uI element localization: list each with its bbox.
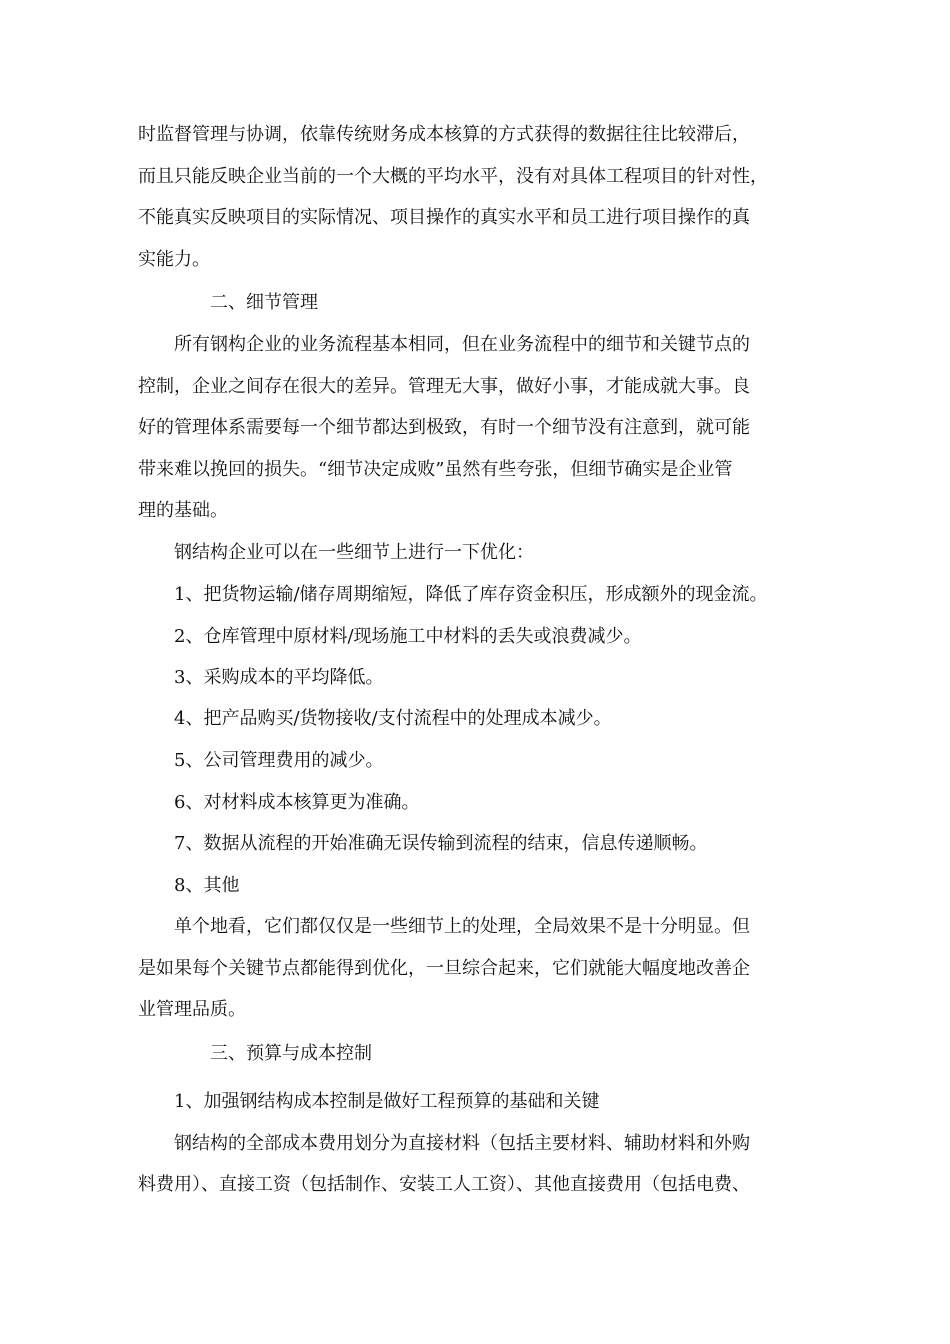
list-item: 6、对材料成本核算更为准确。 <box>174 792 420 813</box>
list-item: 8、其他 <box>174 875 240 896</box>
paragraph-line: 单个地看，它们都仅仅是一些细节上的处理，全局效果不是十分明显。但 <box>174 916 750 937</box>
list-item: 5、公司管理费用的减少。 <box>174 750 384 771</box>
paragraph-line: 而且只能反映企业当前的一个大概的平均水平，没有对具体工程项目的针对性， <box>138 166 768 187</box>
subsection-heading: 1、加强钢结构成本控制是做好工程预算的基础和关键 <box>174 1091 600 1112</box>
list-item: 1、把货物运输/储存周期缩短，降低了库存资金积压，形成额外的现金流。 <box>174 584 768 605</box>
list-item: 7、数据从流程的开始准确无误传输到流程的结束，信息传递顺畅。 <box>174 833 708 854</box>
paragraph-line: 时监督管理与协调，依靠传统财务成本核算的方式获得的数据往往比较滞后， <box>138 124 750 145</box>
paragraph-line: 控制，企业之间存在很大的差异。管理无大事，做好小事，才能成就大事。良 <box>138 376 750 397</box>
paragraph-line: 所有钢构企业的业务流程基本相同，但在业务流程中的细节和关键节点的 <box>174 334 750 355</box>
paragraph-line: 是如果每个关键节点都能得到优化，一旦综合起来，它们就能大幅度地改善企 <box>138 958 750 979</box>
paragraph-line: 料费用）、直接工资（包括制作、安装工人工资）、其他直接费用（包括电费、 <box>138 1174 750 1195</box>
section-heading: 二、细节管理 <box>210 292 318 313</box>
paragraph-line: 钢结构的全部成本费用划分为直接材料（包括主要材料、辅助材料和外购 <box>174 1133 750 1154</box>
paragraph-line: 不能真实反映项目的实际情况、项目操作的真实水平和员工进行项目操作的真 <box>138 207 750 228</box>
paragraph-line: 好的管理体系需要每一个细节都达到极致，有时一个细节没有注意到，就可能 <box>138 417 750 438</box>
paragraph-line: 实能力。 <box>138 249 210 270</box>
paragraph-line: 理的基础。 <box>138 500 228 521</box>
list-item: 2、仓库管理中原材料/现场施工中材料的丢失或浪费减少。 <box>174 626 642 647</box>
list-item: 3、采购成本的平均降低。 <box>174 667 384 688</box>
list-item: 4、把产品购买/货物接收/支付流程中的处理成本减少。 <box>174 708 612 729</box>
list-intro: 钢结构企业可以在一些细节上进行一下优化： <box>174 542 534 563</box>
paragraph-line: 带来难以挽回的损失。“细节决定成败”虽然有些夸张，但细节确实是企业管 <box>138 459 733 480</box>
paragraph-line: 业管理品质。 <box>138 999 246 1020</box>
section-heading: 三、预算与成本控制 <box>210 1043 372 1064</box>
